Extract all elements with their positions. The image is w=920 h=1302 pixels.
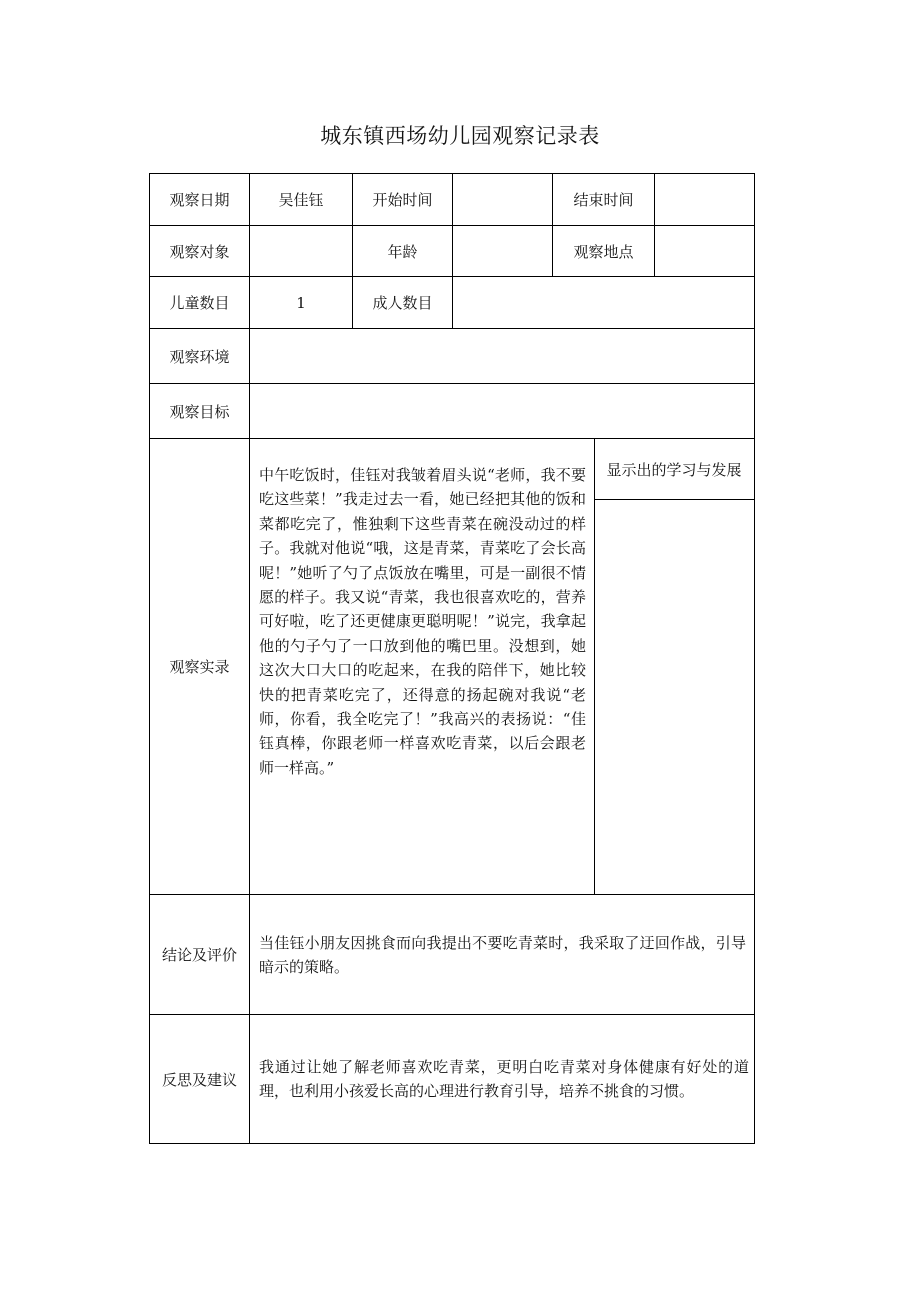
start-time-label: 开始时间	[372, 191, 433, 209]
reflection-label: 反思及建议	[161, 1070, 237, 1089]
children-count-value[interactable]: 1	[296, 293, 306, 312]
adults-count-value[interactable]	[453, 277, 754, 328]
observation-goal-value[interactable]	[250, 384, 754, 438]
age-label: 年龄	[387, 242, 418, 261]
conclusion-text[interactable]: 当佳钰小朋友因挑食而向我提出不要吃青菜时，我采取了迂回作战，引导暗示的策略。	[259, 934, 746, 977]
observation-location-value[interactable]	[655, 226, 754, 276]
observation-record-text[interactable]: 中午吃饭时，佳钰对我皱着眉头说“老师，我不要吃这些菜！”我走过去一看，她已经把其他的饭和菜都吃完了，惟独剩下这些青菜在碗没动过的样子。我就对他说“哦，这是青菜，青菜吃了会长高呢！”她听了勺了点饭放在嘴里，可是一副很不情愿的样子。我又说“青菜，我也很喜欢吃的，营养可好啦，吃了还更健康更聪明呢！”说完，我拿起他的勺子勺了一口放到他的嘴巴里。没想到，她这次大口大口的吃起来，在我的陪伴下，她比较快的把青菜吃完了，还得意的扬起碗对我说“老师，你看，我全吃完了！”我高兴的表扬说：“佳钰真棒，你跟老师一样喜欢吃青菜，以后会跟老师一样高。”	[259, 466, 586, 777]
start-time-value[interactable]	[453, 174, 552, 225]
observation-date-label: 观察日期	[169, 191, 230, 209]
end-time-value[interactable]	[655, 174, 754, 225]
end-time-label: 结束时间	[573, 191, 634, 209]
learning-development-label: 显示出的学习与发展	[606, 461, 742, 479]
learning-development-value[interactable]	[595, 500, 754, 894]
observation-environment-label: 观察环境	[169, 347, 230, 366]
adults-count-label: 成人数目	[372, 294, 433, 312]
table-border-bottom	[149, 1143, 755, 1144]
observation-location-label: 观察地点	[573, 242, 634, 261]
observation-subject-value[interactable]	[250, 226, 352, 276]
observation-record-label: 观察实录	[169, 658, 230, 676]
age-value[interactable]	[453, 226, 552, 276]
observation-environment-value[interactable]	[250, 329, 754, 383]
observation-date-value[interactable]: 吴佳钰	[278, 191, 324, 209]
observation-subject-label: 观察对象	[169, 242, 230, 261]
children-count-label: 儿童数目	[169, 294, 230, 312]
page-title: 城东镇西场幼儿园观察记录表	[320, 124, 600, 148]
conclusion-label: 结论及评价	[161, 946, 237, 964]
table-border-right	[754, 173, 755, 1144]
observation-goal-label: 观察目标	[169, 402, 230, 421]
reflection-text[interactable]: 我通过让她了解老师喜欢吃青菜，更明白吃青菜对身体健康有好处的道理，也利用小孩爱长高的心理进行教育引导，培养不挑食的习惯。	[259, 1058, 749, 1101]
